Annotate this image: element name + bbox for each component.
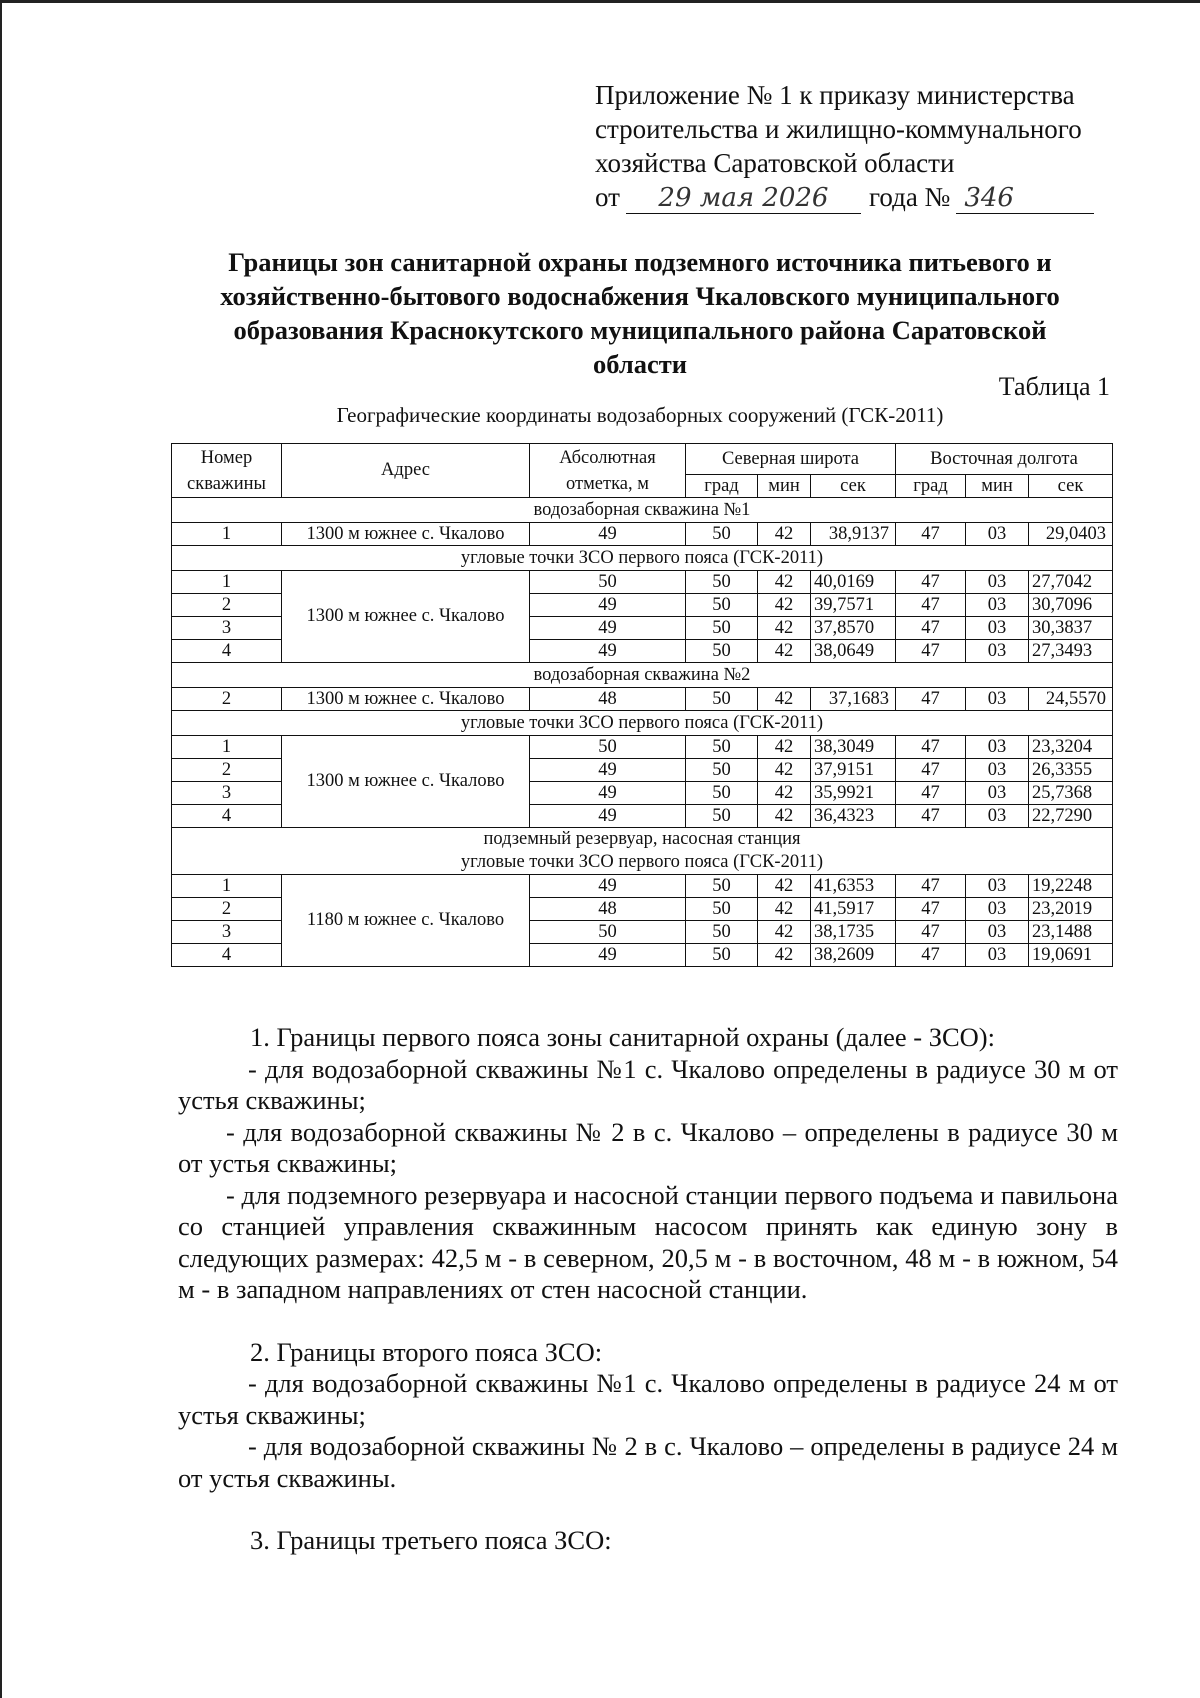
cell-e-sec: 24,5570 (1029, 688, 1113, 711)
table-row (172, 736, 1113, 759)
title-line-3: образования Краснокутского муниципального района Саратовской (233, 315, 1047, 345)
cell-n-min: 42 (758, 617, 811, 640)
section-2-item-1: - для водозаборной скважины №1 с. Чкалово определены в радиусе 24 м от устья скважины; (178, 1368, 1118, 1430)
document-title (175, 245, 1105, 381)
cell-elevation: 49 (530, 759, 686, 782)
cell-n-sec: 38,2609 (811, 944, 896, 967)
cell-num: 1 (172, 875, 282, 898)
handwritten-order-number: 346 (956, 183, 1094, 214)
cell-n-min: 42 (758, 921, 811, 944)
cell-n-min: 42 (758, 782, 811, 805)
cell-num: 1 (172, 736, 282, 759)
cell-n-min: 42 (758, 523, 811, 546)
cell-e-sec: 27,7042 (1029, 571, 1113, 594)
cell-n-sec: 38,1735 (811, 921, 896, 944)
cell-e-sec: 29,0403 (1029, 523, 1113, 546)
cell-address-group-1: 1300 м южнее с. Чкалово (282, 571, 530, 663)
cell-num: 3 (172, 921, 282, 944)
title-line-1: Границы зон санитарной охраны подземного источника питьевого и (228, 247, 1052, 277)
cell-e-deg: 47 (896, 571, 966, 594)
cell-e-sec: 27,3493 (1029, 640, 1113, 663)
cell-e-sec: 26,3355 (1029, 759, 1113, 782)
section-3-heading: 3. Границы третьего пояса ЗСО: (250, 1525, 612, 1555)
cell-e-deg: 47 (896, 782, 966, 805)
header-e-min: мин (966, 475, 1029, 498)
cell-num: 2 (172, 594, 282, 617)
cell-num: 2 (172, 759, 282, 782)
cell-n-min: 42 (758, 759, 811, 782)
cell-n-deg: 50 (686, 617, 758, 640)
cell-elevation: 49 (530, 523, 686, 546)
cell-address: 1300 м южнее с. Чкалово (282, 688, 530, 711)
cell-n-deg: 50 (686, 944, 758, 967)
header-east-longitude: Восточная долгота (896, 444, 1113, 475)
cell-n-min: 42 (758, 688, 811, 711)
cell-e-sec: 23,2019 (1029, 898, 1113, 921)
cell-e-min: 03 (966, 688, 1029, 711)
cell-e-sec: 25,7368 (1029, 782, 1113, 805)
cell-elevation: 48 (530, 898, 686, 921)
header-number: Номер скважины (172, 444, 282, 498)
header-line-3: хозяйства Саратовской области (595, 148, 955, 178)
cell-elevation: 48 (530, 688, 686, 711)
cell-n-deg: 50 (686, 921, 758, 944)
cell-n-min: 42 (758, 875, 811, 898)
cell-n-sec: 37,8570 (811, 617, 896, 640)
cell-n-deg: 50 (686, 782, 758, 805)
section-1-heading: 1. Границы первого пояса зоны санитарной охраны (далее - ЗСО): (250, 1022, 995, 1052)
cell-e-min: 03 (966, 594, 1029, 617)
title-line-4: области (592, 349, 687, 379)
header-n-min: мин (758, 475, 811, 498)
cell-elevation: 49 (530, 617, 686, 640)
cell-elevation: 49 (530, 640, 686, 663)
cell-e-min: 03 (966, 898, 1029, 921)
cell-num: 4 (172, 640, 282, 663)
cell-e-sec: 30,7096 (1029, 594, 1113, 617)
cell-num: 3 (172, 782, 282, 805)
cell-e-min: 03 (966, 782, 1029, 805)
cell-e-min: 03 (966, 759, 1029, 782)
header-e-sec: сек (1029, 475, 1113, 498)
cell-n-sec: 35,9921 (811, 782, 896, 805)
cell-n-min: 42 (758, 640, 811, 663)
cell-n-sec: 41,6353 (811, 875, 896, 898)
cell-num: 4 (172, 805, 282, 828)
header-n-sec: сек (811, 475, 896, 498)
cell-e-min: 03 (966, 640, 1029, 663)
page-edge-top (0, 0, 1200, 3)
table-label: Таблица 1 (998, 372, 1110, 401)
header-e-deg: град (896, 475, 966, 498)
cell-n-min: 42 (758, 898, 811, 921)
cell-n-sec: 36,4323 (811, 805, 896, 828)
section-well-2: водозаборная скважина №2 (172, 663, 1113, 688)
section-2-item-2: - для водозаборной скважины № 2 в с. Чкалово – определены в радиусе 24 м от устья скважины. (178, 1431, 1118, 1493)
cell-n-sec: 38,9137 (811, 523, 896, 546)
header-line-2: строительства и жилищно-коммунального (595, 114, 1082, 144)
cell-e-min: 03 (966, 921, 1029, 944)
cell-n-deg: 50 (686, 759, 758, 782)
cell-address-group-3: 1180 м южнее с. Чкалово (282, 875, 530, 967)
cell-num: 2 (172, 898, 282, 921)
cell-n-min: 42 (758, 594, 811, 617)
cell-n-deg: 50 (686, 688, 758, 711)
cell-e-deg: 47 (896, 523, 966, 546)
cell-e-sec: 23,3204 (1029, 736, 1113, 759)
reservoir-zone-title: угловые точки ЗСО первого пояса (ГСК-2011) (460, 852, 824, 872)
section-1-item-3: - для подземного резервуара и насосной станции первого подъема и павильона со станцией управления скважинным насосом принять как единую зону в следующих размерах: 42,5 м - в северном, 20,5 м - в восточном, 48 м - в южном, 54 м - в западном направлениях от стен насосной станции. (178, 1179, 1118, 1304)
section-1-item-1: - для водозаборной скважины №1 с. Чкалово определены в радиусе 30 м от устья скважины; (178, 1053, 1118, 1115)
cell-n-deg: 50 (686, 736, 758, 759)
cell-e-min: 03 (966, 736, 1029, 759)
cell-num: 2 (172, 688, 282, 711)
cell-e-deg: 47 (896, 805, 966, 828)
cell-e-deg: 47 (896, 640, 966, 663)
cell-elevation: 49 (530, 944, 686, 967)
cell-e-deg: 47 (896, 898, 966, 921)
cell-elevation: 50 (530, 571, 686, 594)
cell-n-min: 42 (758, 805, 811, 828)
cell-n-deg: 50 (686, 805, 758, 828)
table-row (172, 523, 1113, 546)
year-number-label: года № (868, 182, 951, 212)
cell-e-min: 03 (966, 875, 1029, 898)
cell-num: 1 (172, 571, 282, 594)
section-reservoir (172, 828, 1113, 875)
section-2-heading: 2. Границы второго пояса ЗСО: (250, 1336, 603, 1367)
date-prefix: от (595, 182, 620, 212)
cell-n-sec: 37,1683 (811, 688, 896, 711)
section-well-1: водозаборная скважина №1 (172, 498, 1113, 523)
cell-n-deg: 50 (686, 640, 758, 663)
cell-e-deg: 47 (896, 759, 966, 782)
cell-elevation: 49 (530, 875, 686, 898)
body-text (178, 1022, 1118, 1557)
cell-e-deg: 47 (896, 594, 966, 617)
cell-e-sec: 22,7290 (1029, 805, 1113, 828)
cell-n-sec: 39,7571 (811, 594, 896, 617)
cell-e-deg: 47 (896, 944, 966, 967)
table-caption: Географические координаты водозаборных сооружений (ГСК-2011) (336, 403, 944, 427)
cell-n-sec: 41,5917 (811, 898, 896, 921)
order-date-line (595, 180, 1115, 214)
cell-e-min: 03 (966, 944, 1029, 967)
header-elevation: Абсолютная отметка, м (530, 444, 686, 498)
cell-n-deg: 50 (686, 594, 758, 617)
cell-e-sec: 23,1488 (1029, 921, 1113, 944)
cell-e-deg: 47 (896, 736, 966, 759)
header-address: Адрес (282, 444, 530, 498)
coordinates-table (171, 443, 1113, 967)
table-row (172, 875, 1113, 898)
cell-n-sec: 37,9151 (811, 759, 896, 782)
cell-e-sec: 30,3837 (1029, 617, 1113, 640)
cell-n-sec: 38,3049 (811, 736, 896, 759)
title-line-2: хозяйственно-бытового водоснабжения Чкаловского муниципального (220, 281, 1060, 311)
table-row (172, 571, 1113, 594)
cell-n-deg: 50 (686, 571, 758, 594)
handwritten-date: 29 мая 2026 (626, 183, 861, 214)
cell-num: 3 (172, 617, 282, 640)
reservoir-title: подземный резервуар, насосная станция (483, 829, 801, 849)
cell-n-sec: 38,0649 (811, 640, 896, 663)
cell-num: 4 (172, 944, 282, 967)
cell-n-deg: 50 (686, 875, 758, 898)
table-row (172, 688, 1113, 711)
cell-n-min: 42 (758, 571, 811, 594)
header-n-deg: град (686, 475, 758, 498)
appendix-header (595, 78, 1115, 214)
cell-e-min: 03 (966, 805, 1029, 828)
cell-e-min: 03 (966, 617, 1029, 640)
cell-e-sec: 19,2248 (1029, 875, 1113, 898)
cell-e-deg: 47 (896, 875, 966, 898)
section-1-item-2: - для водозаборной скважины № 2 в с. Чкалово – определены в радиусе 30 м от устья скважины; (178, 1116, 1118, 1178)
cell-elevation: 50 (530, 921, 686, 944)
header-north-latitude: Северная широта (686, 444, 896, 475)
cell-elevation: 49 (530, 594, 686, 617)
cell-n-min: 42 (758, 736, 811, 759)
cell-address-group-2: 1300 м южнее с. Чкалово (282, 736, 530, 828)
cell-elevation: 49 (530, 782, 686, 805)
cell-e-deg: 47 (896, 688, 966, 711)
cell-e-sec: 19,0691 (1029, 944, 1113, 967)
cell-n-min: 42 (758, 944, 811, 967)
cell-elevation: 49 (530, 805, 686, 828)
cell-address: 1300 м южнее с. Чкалово (282, 523, 530, 546)
section-zone-corners-1: угловые точки ЗСО первого пояса (ГСК-2011) (172, 546, 1113, 571)
cell-n-sec: 40,0169 (811, 571, 896, 594)
section-zone-corners-2: угловые точки ЗСО первого пояса (ГСК-2011) (172, 711, 1113, 736)
cell-e-deg: 47 (896, 921, 966, 944)
cell-n-deg: 50 (686, 898, 758, 921)
cell-n-deg: 50 (686, 523, 758, 546)
cell-e-min: 03 (966, 523, 1029, 546)
cell-e-deg: 47 (896, 617, 966, 640)
page-edge-left (0, 0, 2, 1698)
cell-elevation: 50 (530, 736, 686, 759)
cell-num: 1 (172, 523, 282, 546)
header-line-1: Приложение № 1 к приказу министерства (595, 80, 1075, 110)
cell-e-min: 03 (966, 571, 1029, 594)
